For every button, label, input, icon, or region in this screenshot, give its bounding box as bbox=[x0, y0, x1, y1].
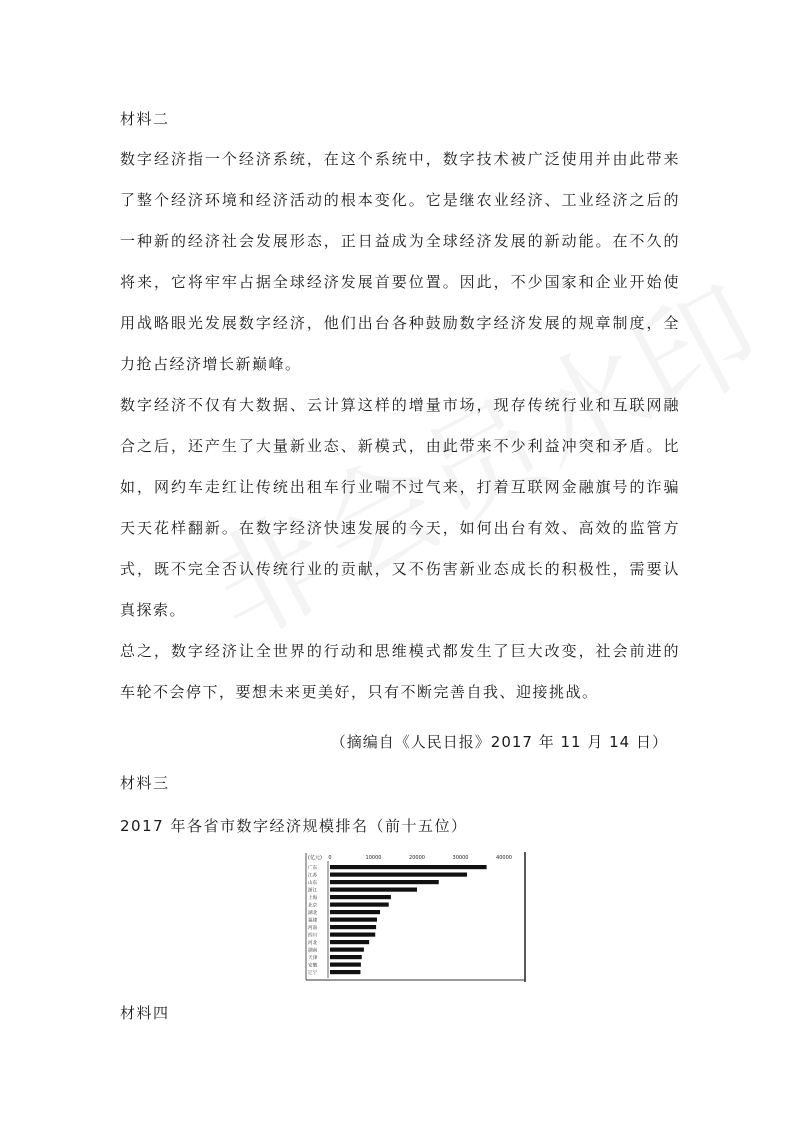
bar bbox=[330, 955, 362, 959]
bar bbox=[330, 873, 467, 877]
bar bbox=[330, 948, 364, 952]
category-label: 河南 bbox=[308, 926, 318, 932]
material-2-body bbox=[120, 139, 680, 713]
x-tick-label: 20000 bbox=[409, 855, 425, 861]
bar bbox=[330, 888, 417, 892]
bar bbox=[330, 880, 439, 884]
bar bbox=[330, 895, 391, 899]
paragraph-1: 数字经济指一个经济系统，在这个系统中，数字技术被广泛使用并由此带来了整个经济环境和经济活动的根本变化。它是继农业经济、工业经济之后的一种新的经济社会发展形态，正日益成为全球经济发展的新动能。在不久的将来，它将牢牢占据全球经济发展首要位置。因此，不少国家和企业开始使用战略眼光发展数字经济，他们出台各种鼓励数字经济发展的规章制度，全力抢占经济增长新巅峰。 bbox=[120, 150, 680, 373]
bar bbox=[330, 903, 389, 907]
material-2-heading: 材料二 bbox=[120, 110, 170, 128]
material-3-heading: 材料三 bbox=[120, 774, 170, 792]
category-label: 四川 bbox=[308, 933, 318, 939]
x-tick-label: 40000 bbox=[496, 855, 512, 861]
chart-caption: 2017 年各省市数字经济规模排名（前十五位） bbox=[120, 817, 468, 835]
bar-chart bbox=[304, 850, 528, 984]
bar bbox=[330, 970, 360, 974]
category-label: 天津 bbox=[308, 956, 318, 962]
category-label: 山东 bbox=[308, 881, 318, 887]
material-4-heading: 材料四 bbox=[120, 1004, 170, 1022]
paragraph-2: 数字经济不仅有大数据、云计算这样的增量市场，现存传统行业和互联网融合之后，还产生了大量新业态、新模式，由此带来不少利益冲突和矛盾。比如，网约车走红让传统出租车行业喘不过气来，打着互联网金融旗号的诈骗天天花样翻新。在数字经济快速发展的今天，如何出台有效、高效的监管方式，既不完全否认传统行业的贡献，又不伤害新业态成长的积极性，需要认真探索。 bbox=[120, 396, 680, 619]
bar bbox=[330, 940, 369, 944]
category-label: 福建 bbox=[308, 918, 318, 924]
bar bbox=[330, 910, 380, 914]
category-label: 北京 bbox=[308, 903, 318, 909]
category-label: 上海 bbox=[308, 896, 318, 902]
bar bbox=[330, 918, 377, 922]
bar bbox=[330, 925, 376, 929]
x-tick-label: 0 bbox=[328, 855, 332, 861]
bar-chart-svg bbox=[304, 850, 528, 984]
category-label: 浙江 bbox=[308, 888, 318, 894]
category-label: 辽宁 bbox=[308, 971, 318, 977]
source-citation: （摘编自《人民日报》2017 年 11 月 14 日） bbox=[330, 733, 668, 751]
category-label: 广东 bbox=[308, 866, 318, 872]
bar bbox=[330, 865, 487, 869]
x-tick-label: 30000 bbox=[452, 855, 469, 861]
category-label: 江苏 bbox=[308, 873, 318, 879]
category-label: 河北 bbox=[308, 941, 318, 947]
paragraph-3: 总之，数字经济让全世界的行动和思维模式都发生了巨大改变，社会前进的车轮不会停下，要想未来更美好，只有不断完善自我、迎接挑战。 bbox=[120, 642, 680, 701]
category-label: 湖南 bbox=[308, 948, 318, 954]
category-label: 湖北 bbox=[308, 911, 318, 917]
unit-label: (亿元) bbox=[308, 855, 322, 861]
bar bbox=[330, 933, 375, 937]
x-tick-label: 10000 bbox=[365, 855, 382, 861]
bar bbox=[330, 963, 361, 967]
category-label: 安徽 bbox=[308, 963, 318, 969]
